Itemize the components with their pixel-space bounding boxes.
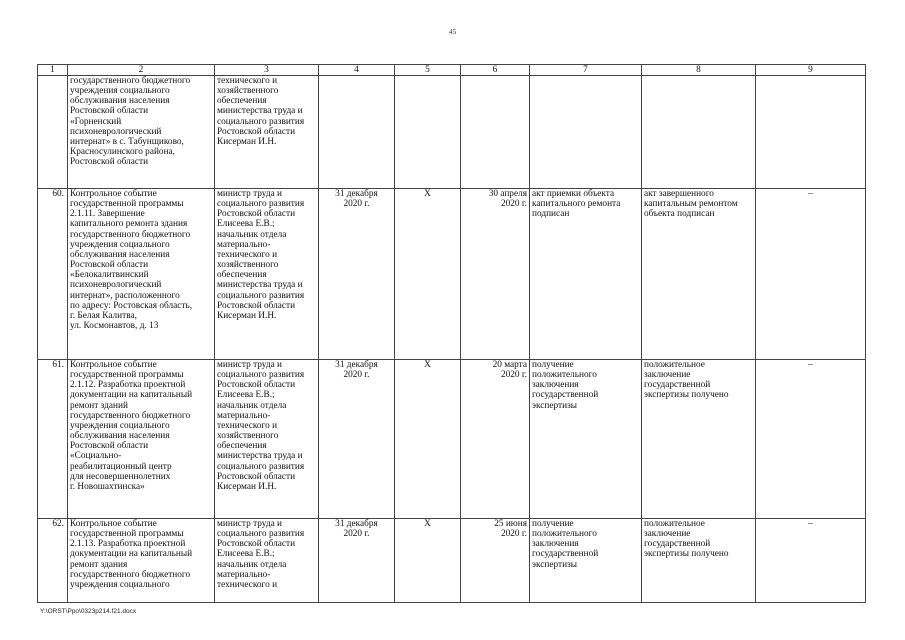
header-cell: 5 xyxy=(395,65,461,76)
row-number-cell xyxy=(38,76,68,189)
table-row xyxy=(38,189,866,360)
table-row xyxy=(38,519,866,603)
description-cell: Контрольное событие государственной программы 2.1.12. Разработка проектной документации на капитальный ремонт зданий государственного бюджетного учреждения социального обслуживания населения Ростовской области «Социально- реабилитационный центр для несовершеннолетних г. Новошахтинска» xyxy=(68,360,215,519)
plan-date-cell: 31 декабря 2020 г. xyxy=(319,360,395,519)
margin-mark: . xyxy=(862,602,864,608)
actual-date-cell: 20 марта 2020 г. xyxy=(461,360,530,519)
header-cell: 4 xyxy=(319,65,395,76)
responsible-cell: министр труда и социального развития Ростовской области Елисеева Е.В.; начальник отдела материально- технического и хозяйственного обеспечения министерства труда и социального развития Ростовской области Кисерман И.Н. xyxy=(215,189,319,360)
file-path-footer: Y:\ORST\Ppo\0323p214.f21.docx xyxy=(40,608,137,615)
header-cell: 7 xyxy=(530,65,642,76)
row-number-cell: 61. xyxy=(38,360,68,519)
note-cell: – xyxy=(756,189,866,360)
empty-cell xyxy=(319,76,395,189)
description-cell: Контрольное событие государственной программы 2.1.11. Завершение капитального ремонта здания государственного бюджетного учреждения социального обслуживания населения Ростовской области «Белокалитвинский психоневрологический интернат», расположенного по адресу: Ростовская область, г. Белая Калитва, ул. Космонавтов, д. 13 xyxy=(68,189,215,360)
responsible-cell: технического и хозяйственного обеспечения министерства труда и социального развития Ростовской области Кисерман И.Н. xyxy=(215,76,319,189)
header-cell: 1 xyxy=(38,65,68,76)
actual-result-cell: акт завершенного капитальным ремонтом объекта подписан xyxy=(642,189,756,360)
planned-result-cell: получение положительного заключения государственной экспертизы xyxy=(530,519,642,603)
page-number: 45 xyxy=(448,27,457,36)
col5-cell: X xyxy=(395,360,461,519)
plan-date-cell: 31 декабря 2020 г. xyxy=(319,519,395,603)
header-row xyxy=(38,65,866,76)
empty-cell xyxy=(395,76,461,189)
actual-date-cell: 30 апреля 2020 г. xyxy=(461,189,530,360)
header-cell: 2 xyxy=(68,65,215,76)
empty-cell xyxy=(530,76,642,189)
description-cell: государственного бюджетного учреждения социального обслуживания населения Ростовской области «Горненский психоневрологический интернат» в с. Табунщиково, Красносулинского района, Ростовской области xyxy=(68,76,215,189)
planned-result-cell: получение положительного заключения государственной экспертизы xyxy=(530,360,642,519)
col5-cell: X xyxy=(395,519,461,603)
header-cell: 8 xyxy=(642,65,756,76)
col5-cell: X xyxy=(395,189,461,360)
plan-date-cell: 31 декабря 2020 г. xyxy=(319,189,395,360)
empty-cell xyxy=(461,76,530,189)
actual-result-cell: положительное заключение государственной экспертизы получено xyxy=(642,519,756,603)
empty-cell xyxy=(756,76,866,189)
empty-cell xyxy=(642,76,756,189)
header-cell: 9 xyxy=(756,65,866,76)
row-number-cell: 60. xyxy=(38,189,68,360)
note-cell: – xyxy=(756,519,866,603)
control-events-table xyxy=(37,64,866,603)
planned-result-cell: акт приемки объекта капитального ремонта подписан xyxy=(530,189,642,360)
description-cell: Контрольное событие государственной программы 2.1.13. Разработка проектной документации на капитальный ремонт здания государственного бюджетного учреждения социального xyxy=(68,519,215,603)
table-row xyxy=(38,360,866,519)
responsible-cell: министр труда и социального развития Ростовской области Елисеева Е.В.; начальник отдела материально- технического и хозяйственного обеспечения министерства труда и социального развития Ростовской области Кисерман И.Н. xyxy=(215,360,319,519)
note-cell: – xyxy=(756,360,866,519)
responsible-cell: министр труда и социального развития Ростовской области Елисеева Е.В.; начальник отдела материально- технического и xyxy=(215,519,319,603)
continuation-row xyxy=(38,76,866,189)
row-number-cell: 62. xyxy=(38,519,68,603)
actual-date-cell: 25 июня 2020 г. xyxy=(461,519,530,603)
header-cell: 6 xyxy=(461,65,530,76)
actual-result-cell: положительное заключение государственной экспертизы получено xyxy=(642,360,756,519)
header-cell: 3 xyxy=(215,65,319,76)
